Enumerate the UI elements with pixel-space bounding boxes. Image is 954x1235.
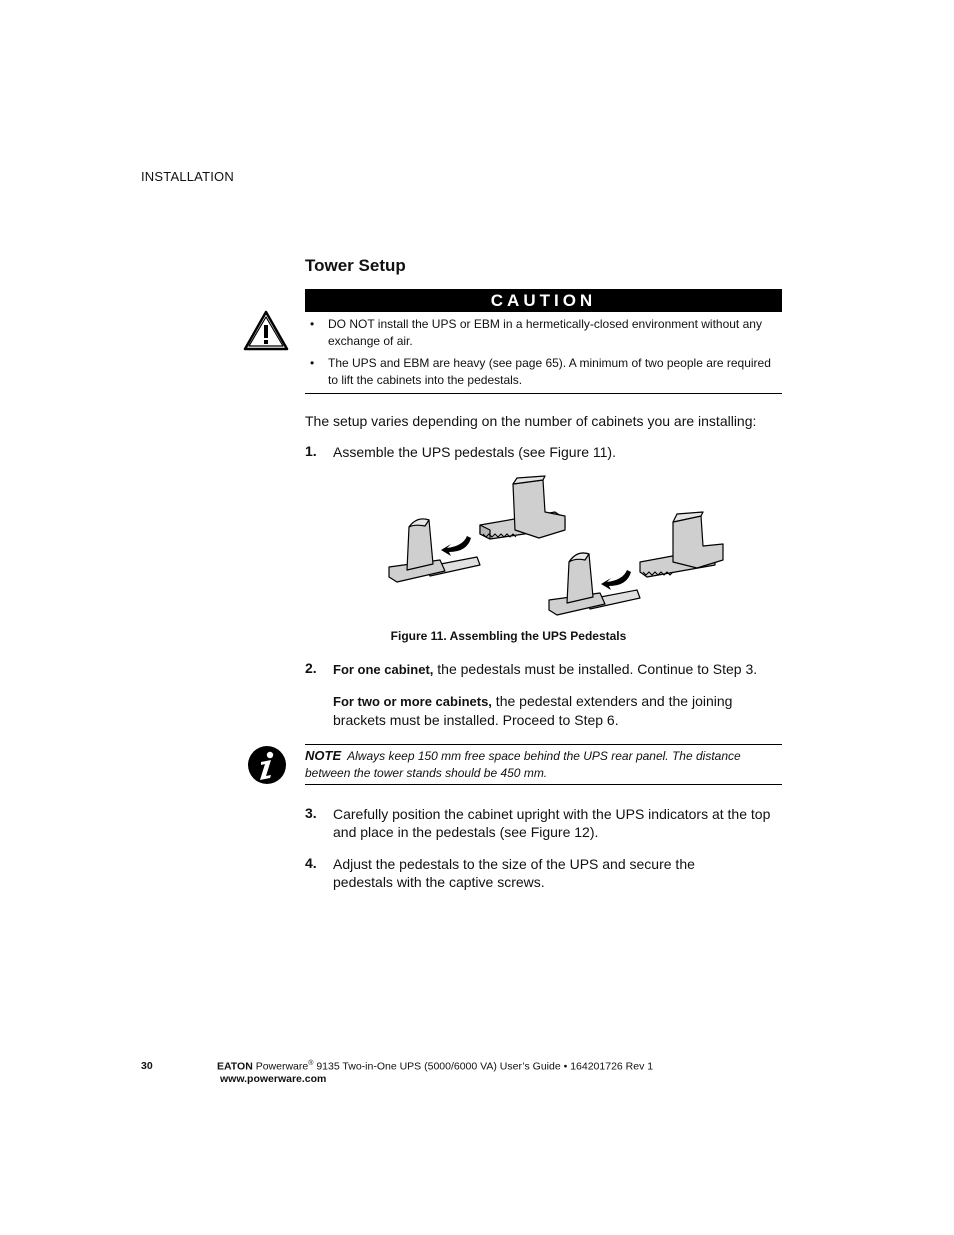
caution-divider bbox=[305, 393, 782, 394]
intro-paragraph: The setup varies depending on the number of cabinets you are installing: bbox=[305, 413, 757, 429]
note-bottom-rule bbox=[305, 784, 782, 785]
bullet: • bbox=[310, 317, 315, 331]
note-label: NOTE bbox=[305, 748, 342, 763]
note-top-rule bbox=[305, 744, 782, 745]
bullet: • bbox=[310, 356, 315, 370]
warning-triangle-icon bbox=[243, 310, 289, 352]
page-number: 30 bbox=[141, 1060, 153, 1072]
footer-url[interactable]: www.powerware.com bbox=[220, 1073, 327, 1085]
step-4-text: Adjust the pedestals to the size of the UPS and secure the pedestals with the captive screws. bbox=[333, 856, 695, 890]
caution-item: • DO NOT install the UPS or EBM in a hermetically-closed environment without any exchange of air. bbox=[310, 317, 762, 348]
pedestal-assembly-figure bbox=[385, 472, 730, 622]
page-title: Tower Setup bbox=[305, 256, 406, 275]
bold-lead: For two or more cabinets, bbox=[333, 694, 492, 709]
step-3-text: Carefully position the cabinet upright with the UPS indicators at the top and place in the pedestals (see Figure 12). bbox=[333, 806, 771, 840]
note-box bbox=[305, 747, 775, 782]
footer-title: EATON Powerware® 9135 Two-in-One UPS (5000/6000 VA) User’s Guide • 164201726 Rev 1 bbox=[217, 1060, 654, 1073]
caution-item: • The UPS and EBM are heavy (see page 65). A minimum of two people are required to lift the cabinets into the pedestals. bbox=[310, 356, 771, 387]
caution-banner: CAUTION bbox=[305, 289, 782, 312]
step-2-subtext: For two or more cabinets, the pedestal extenders and the joining brackets must be installed. Proceed to Step 6. bbox=[333, 693, 733, 728]
info-icon bbox=[247, 745, 287, 785]
section-label: INSTALLATION bbox=[141, 169, 234, 184]
note-text: Always keep 150 mm free space behind the UPS rear panel. The distance between the tower stands should be 450 mm. bbox=[305, 749, 741, 780]
brand: EATON bbox=[217, 1060, 253, 1073]
step-number: 4. bbox=[305, 855, 317, 871]
step-number: 1. bbox=[305, 443, 317, 459]
caution-list bbox=[305, 316, 782, 394]
figure-caption: Figure 11. Assembling the UPS Pedestals bbox=[390, 629, 627, 643]
step-1-text: Assemble the UPS pedestals (see Figure 11). bbox=[333, 444, 616, 460]
step-2-text: For one cabinet, the pedestals must be installed. Continue to Step 3. bbox=[333, 661, 758, 677]
step-number: 3. bbox=[305, 805, 317, 821]
bold-lead: For one cabinet, bbox=[333, 662, 434, 677]
step-number: 2. bbox=[305, 660, 317, 676]
